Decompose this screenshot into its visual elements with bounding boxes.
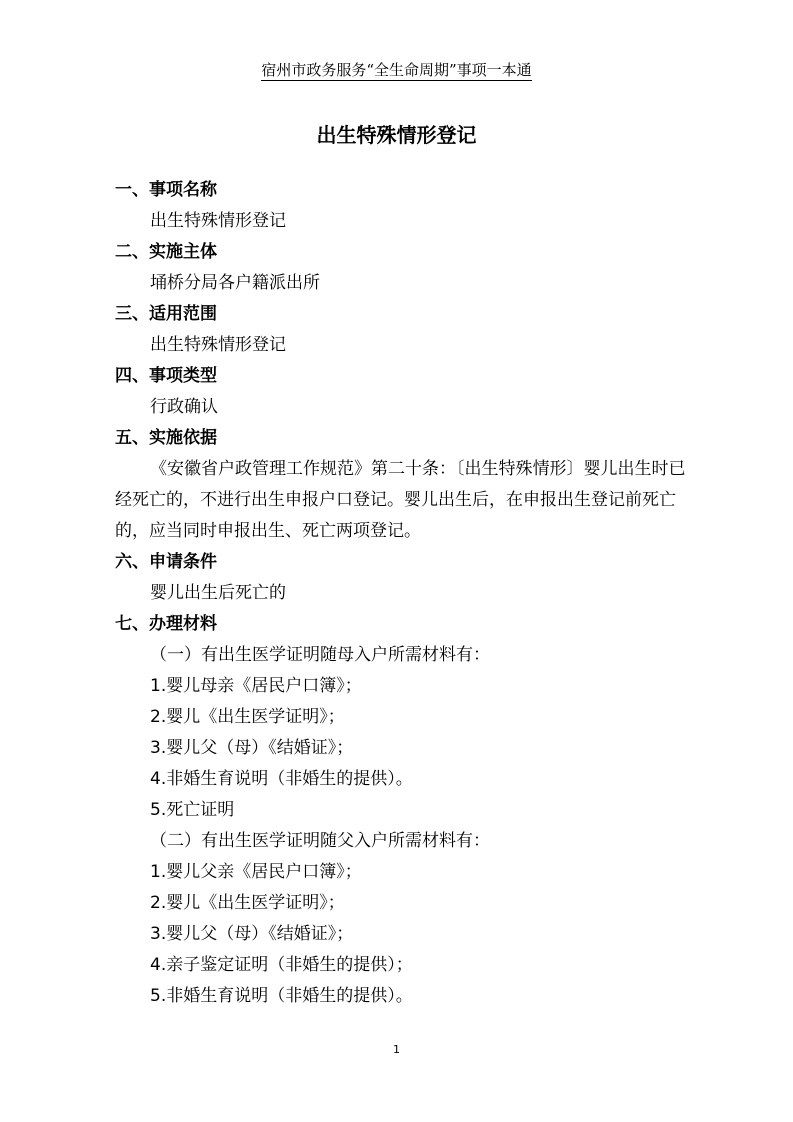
materials-subheading-father: （二）有出生医学证明随父入户所需材料有： [150, 831, 490, 851]
materials-list-item: 2.婴儿《出生医学证明》； [150, 707, 345, 727]
page-header [0, 60, 793, 80]
implementing-body-value: 埇桥分局各户籍派出所 [150, 273, 320, 293]
item-type-value: 行政确认 [150, 397, 218, 417]
section-heading-item-type: 四、事项类型 [115, 366, 217, 386]
materials-list-item: 4.亲子鉴定证明（非婚生的提供）； [150, 955, 413, 975]
section-heading-item-name: 一、事项名称 [115, 180, 217, 200]
section-heading-scope: 三、适用范围 [115, 304, 217, 324]
page-title: 出生特殊情形登记 [316, 123, 477, 147]
item-name-value: 出生特殊情形登记 [150, 211, 286, 231]
section-heading-materials: 七、办理材料 [115, 614, 217, 634]
document-body [115, 175, 690, 1012]
conditions-value: 婴儿出生后死亡的 [150, 583, 286, 603]
materials-list-item: 5.非婚生育说明（非婚生的提供）。 [150, 986, 413, 1006]
page-header-text: 宿州市政务服务“全生命周期”事项一本通 [261, 61, 532, 79]
section-heading-implementing-body: 二、实施主体 [115, 242, 217, 262]
materials-list-item: 2.婴儿《出生医学证明》； [150, 893, 345, 913]
scope-value: 出生特殊情形登记 [150, 335, 286, 355]
materials-list-item: 4.非婚生育说明（非婚生的提供）。 [150, 769, 413, 789]
section-heading-legal-basis: 五、实施依据 [115, 428, 217, 448]
materials-list-item: 1.婴儿母亲《居民户口簿》； [150, 676, 362, 696]
legal-basis-paragraph: 《安徽省户政管理工作规范》第二十条：〔出生特殊情形〕婴儿出生时已经死亡的，不进行出生申报户口登记。婴儿出生后，在申报出生登记前死亡的，应当同时申报出生、死亡两项登记。 [115, 459, 686, 541]
materials-list-item: 5.死亡证明 [150, 800, 235, 820]
materials-list-item: 3.婴儿父（母）《结婚证》； [150, 738, 354, 758]
materials-list-item: 3.婴儿父（母）《结婚证》； [150, 924, 354, 944]
section-heading-conditions: 六、申请条件 [115, 552, 217, 572]
materials-subheading-mother: （一）有出生医学证明随母入户所需材料有： [150, 645, 490, 665]
page-number: 1 [393, 1043, 400, 1056]
materials-list-item: 1.婴儿父亲《居民户口簿》； [150, 862, 362, 882]
